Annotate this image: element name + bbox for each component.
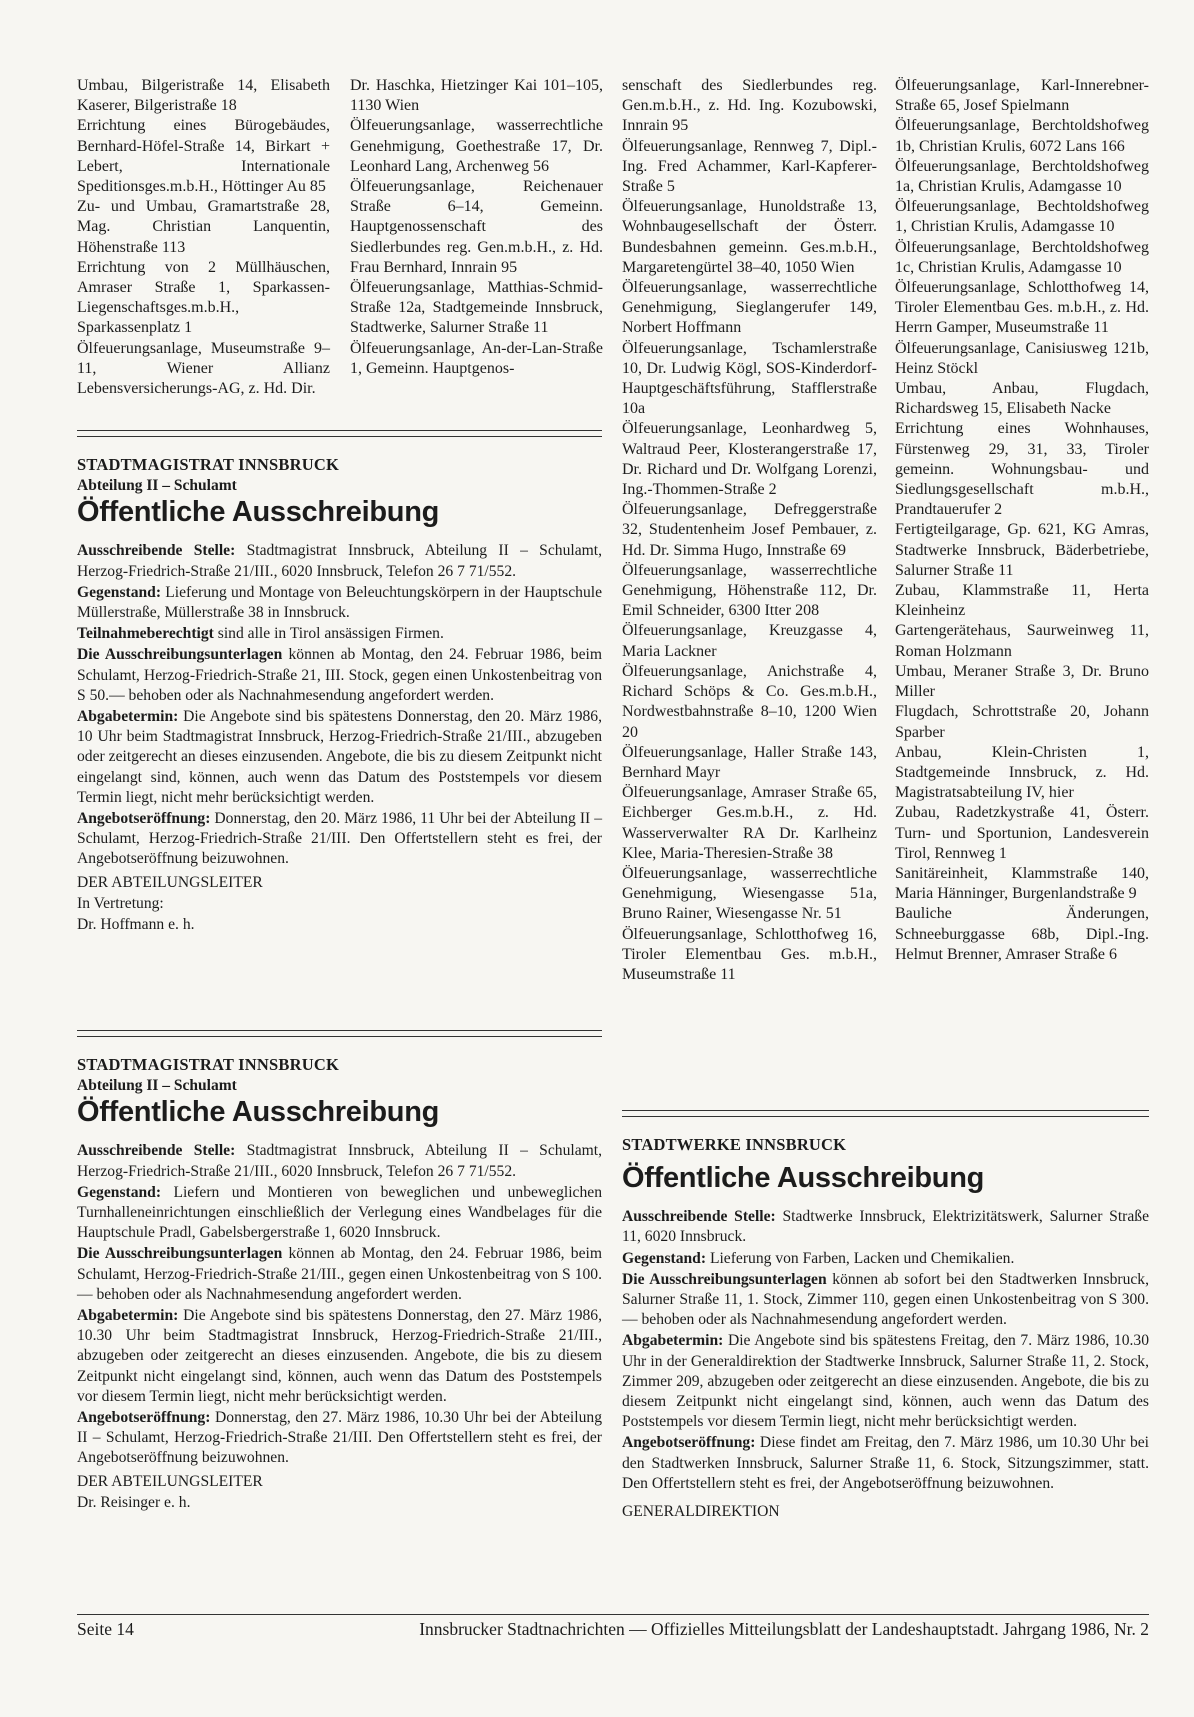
list-item: Ölfeuerungsanlage, Hunoldstraße 13, Wohnbaugesellschaft der Österr. Bundesbahnen gemeinn. Ges.m.b.H., Margaretengürtel 38–40, 1050 Wien [622,198,877,276]
list-item: Dr. Haschka, Hietzinger Kai 101–105, 1130 Wien [350,77,603,115]
list-item: Zu- und Umbau, Gramartstraße 28, Mag. Christian Lanquentin, Höhenstraße 113 [77,198,330,256]
list-item: Ölfeuerungsanlage, Berchtoldshofweg 1b, Christian Krulis, 6072 Lans 166 [895,117,1149,155]
list-item: Ölfeuerungsanlage, Berchtoldshofweg 1a, Christian Krulis, Adamgasse 10 [895,157,1149,196]
list-item: Fertigteilgarage, Gp. 621, KG Amras, Stadtwerke Innsbruck, Bäderbetriebe, Salurner Straße 11 [895,521,1149,579]
signature-line: DER ABTEILUNGSLEITER [77,873,263,891]
notice-section: Die Ausschreibungsunterlagen können ab Montag, den 24. Februar 1986, beim Schulamt, Herzog-Friedrich-Straße 21, III. Stock, gegen einen Unkostenbeitrag von S 50.— behoben oder als Nachnahmesendung angefordert werden. [77,646,602,704]
list-item: Ölfeuerungsanlage, wasserrechtliche Genehmigung, Höhenstraße 112, Dr. Emil Schneider, 6300 Itter 208 [622,561,877,620]
list-item: Ölfeuerungsanlage, Reichenauer Straße 6–14, Gemeinn. Hauptgenossenschaft des Siedlerbundes reg. Gen.m.b.H., z. Hd. Frau Bernhard, Innrain 95 [350,178,603,276]
list-item: Ölfeuerungsanlage, Tschamlerstraße 10, Dr. Ludwig Kögl, SOS-Kinderdorf-Hauptgeschäftsführung, Stafflerstraße 10a [622,339,877,418]
notice-section: Ausschreibende Stelle: Stadtmagistrat Innsbruck, Abteilung II – Schulamt, Herzog-Friedrich-Straße 21/III., 6020 Innsbruck, Telefon 26 7 71/552. [77,542,602,580]
notice-section: Angebotseröffnung: Donnerstag, den 20. März 1986, 11 Uhr bei der Abteilung II – Schulamt, Herzog-Friedrich-Straße 21/III. Den Offertstellern steht es frei, der Angebotseröffnung beizuwohnen. [77,809,602,868]
notice-section: Gegenstand: Liefern und Montieren von beweglichen und unbeweglichen Turnhalleneinrichtungen einschließlich der Verlegung eines Wandbelages für die Hauptschule Pradl, Gabelsbergerstraße 1, 6020 Innsbruck. [77,1183,602,1242]
section-divider [622,1110,1149,1117]
list-item: Errichtung eines Wohnhauses, Fürstenweg 29, 31, 33, Tiroler gemeinn. Wohnungsbau- und Siedlungsgesellschaft m.b.H., Prandtauerufer 2 [895,420,1149,519]
list-item: Zubau, Klammstraße 11, Herta Kleinheinz [895,582,1149,620]
notice-section: Abgabetermin: Die Angebote sind bis spätestens Donnerstag, den 27. März 1986, 10.30 Uhr beim Stadtmagistrat Innsbruck, Herzog-Friedrich-Straße 21/III., abzugeben oder zeitgerecht an dieses einzusenden. Angebote, die bis zu diesem Zeitpunkt nicht eingelangt sind, können, auch wenn das Datum des Poststempels vor diesem Termin liegt, nicht mehr berücksichtigt werden. [77,1306,602,1405]
notice-section: Teilnahmeberechtigt sind alle in Tirol ansässigen Firmen. [77,625,444,643]
list-item: Ölfeuerungsanlage, wasserrechtliche Genehmigung, Wiesengasse 51a, Bruno Rainer, Wiesengasse Nr. 51 [622,864,877,923]
list-item: Ölfeuerungsanlage, Rennweg 7, Dipl.-Ing. Fred Achammer, Karl-Kapferer-Straße 5 [622,137,877,196]
list-item: Umbau, Meraner Straße 3, Dr. Bruno Miller [895,662,1149,701]
list-item: Ölfeuerungsanlage, Amraser Straße 65, Eichberger Ges.m.b.H., z. Hd. Wasserverwalter RA Dr. Karlheinz Klee, Maria-Theresien-Straße 38 [622,784,877,862]
notice-dept: Abteilung II – Schulamt [77,1077,237,1095]
notice-section: Ausschreibende Stelle: Stadtwerke Innsbruck, Elektrizitätswerk, Salurner Straße 11, 6020 Innsbruck. [622,1208,1149,1246]
notice-org: STADTMAGISTRAT INNSBRUCK [77,1055,339,1074]
signature-line: GENERALDIREKTION [622,1502,780,1520]
notice-stadtwerke [622,1135,1149,1523]
list-item: Ölfeuerungsanlage, Haller Straße 143, Bernhard Mayr [622,743,877,781]
page-number: Seite 14 [77,1619,134,1639]
list-item: Errichtung von 2 Müllhäuschen, Amraser Straße 1, Sparkassen-Liegenschaftsges.m.b.H., Sparkassenplatz 1 [77,258,330,337]
signature-line: Dr. Hoffmann e. h. [77,915,195,933]
signature-line: Dr. Reisinger e. h. [77,1493,191,1511]
notice-title: Öffentliche Ausschreibung [77,1096,440,1129]
list-item: Umbau, Anbau, Flugdach, Richardsweg 15, Elisabeth Nacke [895,380,1149,418]
list-item: Ölfeuerungsanlage, Kreuzgasse 4, Maria Lackner [622,622,877,660]
page-footer [77,1614,1149,1640]
notice-section: Die Ausschreibungsunterlagen können ab sofort bei den Stadtwerken Innsbruck, Salurner Straße 11, 1. Stock, Zimmer 110, gegen einen Unkostenbeitrag von S 300.— behoben oder als Nachnahmesendung angefordert werden. [622,1270,1149,1329]
section-divider [77,430,602,437]
list-item: Ölfeuerungsanlage, An-der-Lan-Straße 1, Gemeinn. Hauptgenos- [350,339,603,377]
section-divider [77,1030,602,1037]
notice-title: Öffentliche Ausschreibung [622,1162,985,1195]
list-item: Ölfeuerungsanlage, Anichstraße 4, Richard Schöps & Co. Ges.m.b.H., Nordwestbahnstraße 8–10, 1200 Wien 20 [622,662,877,741]
list-item: Errichtung eines Bürogebäudes, Bernhard-Höfel-Straße 14, Birkart + Lebert, Internationale Speditionsges.m.b.H., Höttinger Au 85 [77,117,330,196]
notice-section: Angebotseröffnung: Donnerstag, den 27. März 1986, 10.30 Uhr bei der Abteilung II – Schulamt, Herzog-Friedrich-Straße 21/III. Den Offertstellern steht es frei, der Angebotseröffnung beizuwohnen. [77,1408,602,1467]
list-item: Gartengerätehaus, Saurweinweg 11, Roman Holzmann [895,622,1149,660]
list-item: Ölfeuerungsanlage, Leonhardweg 5, Waltraud Peer, Klosterangerstraße 17, Dr. Richard und Dr. Wolfgang Lorenzi, Ing.-Thommen-Straße 2 [622,420,877,499]
list-item: Ölfeuerungsanlage, Schlotthofweg 16, Tiroler Elementbau Ges. m.b.H., Museumstraße 11 [622,925,877,983]
notice-section: Die Ausschreibungsunterlagen können ab Montag, den 24. Februar 1986, beim Schulamt, Herzog-Friedrich-Straße 21/III., gegen einen Unkostenbeitrag von S 100.— behoben oder als Nachnahmesendung angefordert werden. [77,1245,602,1303]
list-item: Umbau, Bilgeristraße 14, Elisabeth Kaserer, Bilgeristraße 18 [77,77,330,115]
list-item: Zubau, Radetzkystraße 41, Österr. Turn- und Sportunion, Landesverein Tirol, Rennweg 1 [895,804,1149,862]
notice-schulamt-1 [77,455,602,936]
list-item: Bauliche Änderungen, Schneeburggasse 68b, Dipl.-Ing. Helmut Brenner, Amraser Straße 6 [895,905,1149,963]
notice-section: Ausschreibende Stelle: Stadtmagistrat Innsbruck, Abteilung II – Schulamt, Herzog-Friedrich-Straße 21/III., 6020 Innsbruck, Telefon 26 7 71/552. [77,1142,602,1180]
list-item: Ölfeuerungsanlage, Museumstraße 9–11, Wiener Allianz Lebensversicherungs-AG, z. Hd. Dir. [77,339,330,398]
list-item: Ölfeuerungsanlage, Schlotthofweg 14, Tiroler Elementbau Ges. m.b.H., z. Hd. Herrn Gamper, Museumstraße 11 [895,279,1149,337]
notice-section: Angebotseröffnung: Diese findet am Freitag, den 7. März 1986, um 10.30 Uhr bei den Stadtwerken Innsbruck, Salurner Straße 11, 6. Stock, Sitzungszimmer, statt. Den Offertstellern steht es frei, der Angebotseröffnung beizuwohnen. [622,1434,1149,1492]
notice-section: Abgabetermin: Die Angebote sind bis spätestens Freitag, den 7. März 1986, 10.30 Uhr in der Generaldirektion der Stadtwerke Innsbruck, Salurner Straße 11, 2. Stock, Zimmer 209, abzugeben oder zeitgerecht an diese einzusenden. Angebote, die bis zu diesem Zeitpunkt nicht eingelangt sind, können, auch wenn das Datum des Poststempels vor diesem Termin liegt, nicht mehr berücksichtigt werden. [622,1332,1149,1431]
publication-line: Innsbrucker Stadtnachrichten — Offizielles Mitteilungsblatt der Landeshauptstadt. Jahrgang 1986, Nr. 2 [419,1619,1149,1639]
list-item: Ölfeuerungsanlage, Bechtoldshofweg 1, Christian Krulis, Adamgasse 10 [895,198,1149,236]
col3-list [622,76,877,985]
notice-title: Öffentliche Ausschreibung [77,496,440,529]
notice-dept: Abteilung II – Schulamt [77,477,237,495]
list-item: Ölfeuerungsanlage, Defreggerstraße 32, Studentenheim Josef Pembauer, z. Hd. Dr. Simma Hugo, Innstraße 69 [622,501,877,559]
col1-list [77,76,330,399]
list-item: Flugdach, Schrottstraße 20, Johann Sparber [895,703,1149,741]
list-item: Ölfeuerungsanlage, Canisiusweg 121b, Heinz Stöckl [895,339,1149,377]
notice-section: Gegenstand: Lieferung von Farben, Lacken und Chemikalien. [622,1249,1015,1267]
list-item: Anbau, Klein-Christen 1, Stadtgemeinde Innsbruck, z. Hd. Magistratsabteilung IV, hier [895,743,1149,802]
notice-schulamt-2 [77,1055,602,1514]
notice-org: STADTWERKE INNSBRUCK [622,1135,847,1154]
signature-line: DER ABTEILUNGSLEITER [77,1472,263,1490]
list-item: Ölfeuerungsanlage, Berchtoldshofweg 1c, Christian Krulis, Adamgasse 10 [895,238,1149,276]
col2-list [350,76,603,379]
list-item: Sanitäreinheit, Klammstraße 140, Maria Hänninger, Burgenlandstraße 9 [895,864,1149,903]
list-item: Ölfeuerungsanlage, Karl-Innerebner-Straße 65, Josef Spielmann [895,77,1149,115]
list-item: Ölfeuerungsanlage, wasserrechtliche Genehmigung, Sieglangerufer 149, Norbert Hoffmann [622,279,877,337]
notice-org: STADTMAGISTRAT INNSBRUCK [77,455,339,474]
notice-section: Abgabetermin: Die Angebote sind bis spätestens Donnerstag, den 20. März 1986, 10 Uhr beim Stadtmagistrat Innsbruck, Herzog-Friedrich-Straße 21/III., abzugeben oder zeitgerecht an dieses einzusenden. Angebote, die bis zu diesem Zeitpunkt nicht eingelangt sind, können, auch wenn das Datum des Poststempels vor diesem Termin liegt, nicht mehr berücksichtigt werden. [77,707,602,806]
list-item: Ölfeuerungsanlage, wasserrechtliche Genehmigung, Goethestraße 17, Dr. Leonhard Lang, Archenweg 56 [350,117,603,175]
list-item: Ölfeuerungsanlage, Matthias-Schmid-Straße 12a, Stadtgemeinde Innsbruck, Stadtwerke, Salurner Straße 11 [350,279,603,337]
notice-section: Gegenstand: Lieferung und Montage von Beleuchtungskörpern in der Hauptschule Müllerstraße, Müllerstraße 38 in Innsbruck. [77,583,602,621]
list-item: senschaft des Siedlerbundes reg. Gen.m.b.H., z. Hd. Ing. Kozubowski, Innrain 95 [622,77,877,135]
signature-line: In Vertretung: [77,894,164,912]
col4-list [895,76,1149,965]
